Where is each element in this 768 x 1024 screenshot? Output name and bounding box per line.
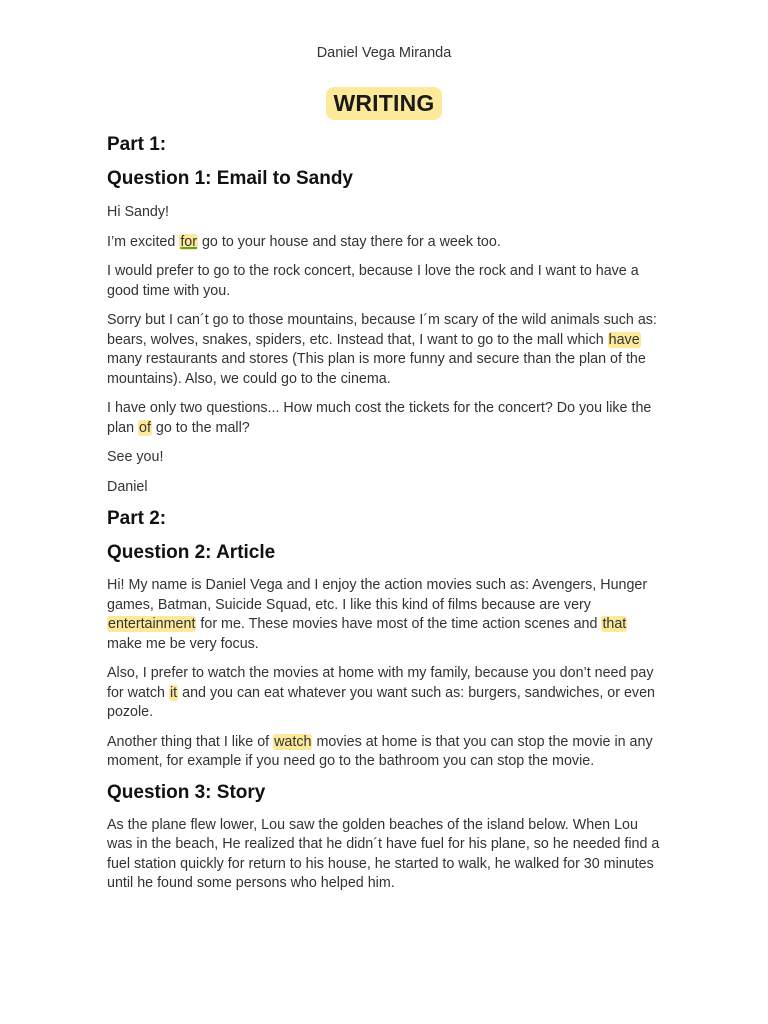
- document-body: [107, 134, 662, 894]
- question2-heading: Question 2: Article: [107, 542, 276, 563]
- highlighted-word: for: [180, 233, 197, 250]
- email-paragraph-1: [107, 233, 662, 253]
- highlighted-word: have: [608, 331, 640, 348]
- text-segment: go to the mall?: [151, 419, 250, 436]
- email-paragraph-3: [107, 311, 662, 389]
- text-segment: and you can eat whatever you want such as: burgers, sandwiches, or even pozole.: [107, 684, 655, 720]
- email-signature: Daniel: [107, 478, 148, 495]
- text-segment: for me. These movies have most of the time action scenes and: [196, 616, 602, 632]
- part2-heading: Part 2:: [107, 508, 167, 529]
- text-segment: Another thing that I like of: [107, 733, 274, 750]
- question1-heading: Question 1: Email to Sandy: [107, 168, 353, 189]
- part1-heading: Part 1:: [107, 134, 167, 155]
- highlighted-word: it: [169, 684, 178, 701]
- highlighted-word: that: [602, 616, 627, 632]
- email-paragraph-2: I would prefer to go to the rock concert, because I love the rock and I want to have a good time with you.: [107, 263, 639, 299]
- title-wrapper: [0, 87, 768, 120]
- highlighted-word: entertainment: [108, 616, 196, 632]
- email-paragraph-4: [107, 399, 662, 438]
- article-paragraph-2: [107, 664, 662, 723]
- document-title: WRITING: [326, 87, 441, 120]
- email-greeting: Hi Sandy!: [107, 204, 169, 220]
- story-paragraph: As the plane flew lower, Lou saw the golden beaches of the island below. When Lou was in the beach, He realized that he didn´t have fuel for his plane, so he needed find a fuel station quickly for return to his house, he started to walk, he walked for 30 minutes until he found some persons who helped him.: [107, 816, 660, 891]
- email-closing: See you!: [107, 449, 164, 465]
- highlighted-word: of: [139, 419, 151, 436]
- article-paragraph-1: [107, 576, 662, 654]
- text-segment: go to your house and stay there for a week too.: [198, 233, 501, 250]
- highlighted-word: watch: [274, 733, 312, 750]
- text-segment: movies at home is that you can stop the movie in any moment, for example if you need go to the bathroom you can stop the movie.: [107, 733, 653, 769]
- author-name: Daniel Vega Miranda: [316, 45, 452, 61]
- article-paragraph-3: [107, 733, 662, 772]
- text-segment: I have only two questions... How much cost the tickets for the concert? Do you like the plan: [107, 400, 652, 436]
- question3-heading: Question 3: Story: [107, 781, 266, 803]
- text-segment: I’m excited: [107, 233, 180, 250]
- text-segment: many restaurants and stores (This plan is more funny and secure than the plan of the mountains). Also, we could go to the cinema.: [107, 351, 646, 387]
- text-segment: Sorry but I can´t go to those mountains, because I´m scary of the wild animals such as: bears, wolves, snakes, spiders, etc. Instead that, I want to go to the mall which: [107, 312, 657, 348]
- text-segment: Also, I prefer to watch the movies at home with my family, because you don’t need pay for watch: [107, 665, 654, 701]
- text-segment: Hi! My name is Daniel Vega and I enjoy the action movies such as: Avengers, Hunger games, Batman, Suicide Squad, etc. I like this kind of films because are very: [107, 577, 648, 613]
- text-segment: make me be very focus.: [107, 635, 259, 652]
